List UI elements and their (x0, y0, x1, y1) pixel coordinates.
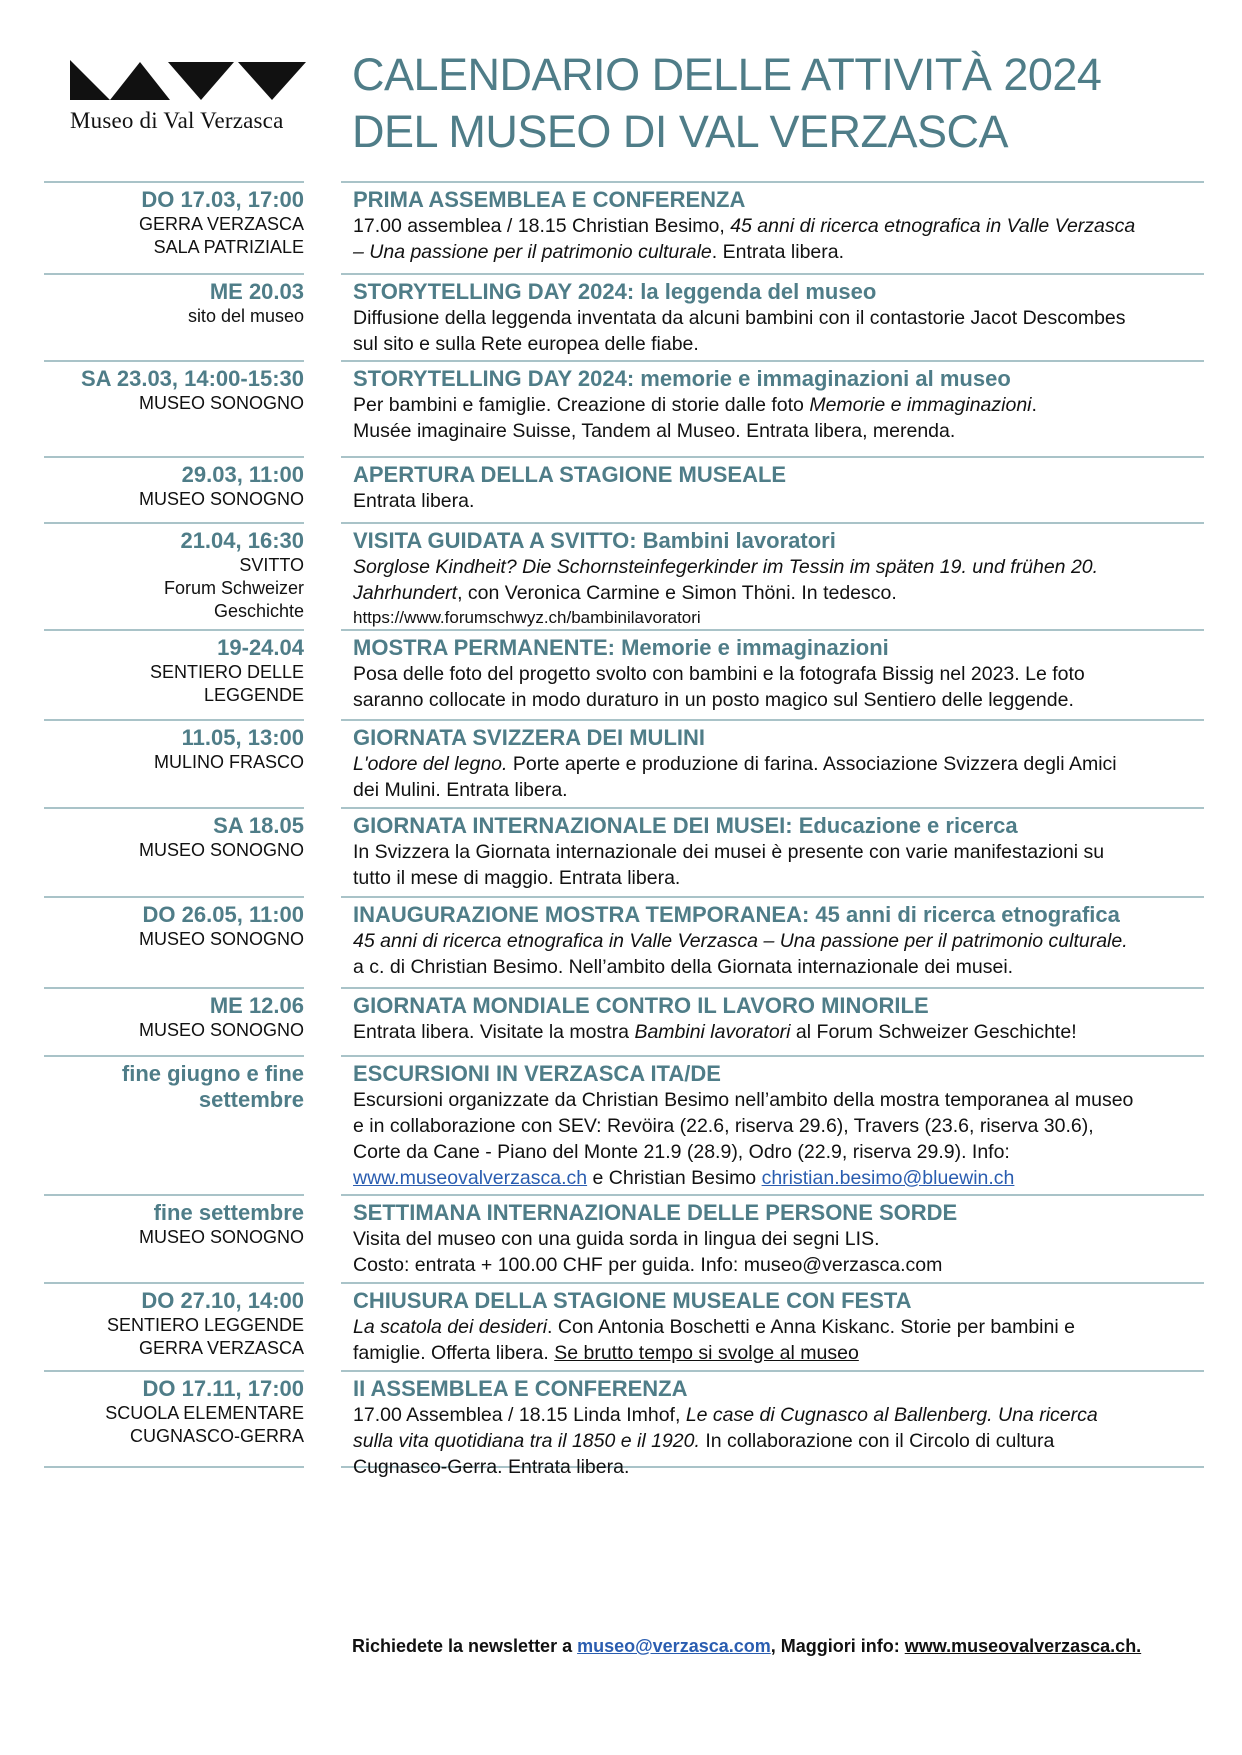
description-text: In Svizzera la Giornata internazionale dei musei è presente con varie manifestazioni su (353, 841, 1105, 863)
event-when-where (44, 1370, 304, 1466)
footer-site-link[interactable]: www.museovalverzasca.ch. (904, 1636, 1142, 1656)
event-description-line (353, 1113, 1204, 1139)
event-title: STORYTELLING DAY 2024: la leggenda del museo (353, 279, 877, 304)
description-text: Corte da Cane - Piano del Monte 21.9 (28.9), Odro (22.9, riserva 29.9). Info: (353, 1141, 1010, 1163)
event-details (341, 360, 1204, 456)
description-text: Cugnasco-Gerra. Entrata libera. (353, 1456, 630, 1478)
event-details (341, 522, 1204, 629)
event-description-line (353, 305, 1204, 331)
event-date: 11.05, 13:00 (181, 725, 304, 750)
event-date: 29.03, 11:00 (181, 462, 304, 487)
description-text: Escursioni organizzate da Christian Besimo nell’ambito della mostra temporanea al museo (353, 1089, 1134, 1111)
event-date: DO 26.05, 11:00 (142, 902, 304, 927)
event-place: Forum Schweizer (163, 578, 304, 598)
event-row (44, 181, 1204, 273)
event-description-line (353, 1139, 1204, 1165)
event-description-line (353, 488, 1204, 514)
event-title: INAUGURAZIONE MOSTRA TEMPORANEA: 45 anni di ricerca etnografica (353, 902, 1120, 927)
event-details (341, 456, 1204, 522)
event-title: II ASSEMBLEA E CONFERENZA (353, 1376, 688, 1401)
description-text: Costo: entrata + 100.00 CHF per guida. Info: museo@verzasca.com (353, 1254, 943, 1276)
description-text: al Forum Schweizer Geschichte! (790, 1021, 1077, 1043)
event-date: fine settembre (153, 1200, 304, 1225)
event-row (44, 360, 1204, 456)
description-text: a c. di Christian Besimo. Nell’ambito della Giornata internazionale dei musei. (353, 956, 1014, 978)
event-description-line (353, 580, 1204, 606)
event-place: SENTIERO DELLE (149, 662, 304, 682)
event-title: CHIUSURA DELLA STAGIONE MUSEALE CON FESTA (353, 1288, 912, 1313)
description-text: 17.00 Assemblea / 18.15 Linda Imhof, (353, 1404, 686, 1426)
event-date: settembre (198, 1087, 304, 1112)
event-when-where (44, 719, 304, 807)
description-text: tutto il mese di maggio. Entrata libera. (353, 867, 681, 889)
event-description-line (353, 418, 1204, 444)
description-text: e in collaborazione con SEV: Revöira (22.6, riserva 29.6), Travers (23.6, riserva 30.6), (353, 1115, 1094, 1137)
event-title: PRIMA ASSEMBLEA E CONFERENZA (353, 187, 746, 212)
event-description-line (353, 751, 1204, 777)
event-title: ESCURSIONI IN VERZASCA ITA/DE (353, 1061, 721, 1086)
description-text: Musée imaginaire Suisse, Tandem al Museo. Entrata libera, merenda. (353, 420, 956, 442)
footer-prefix: Richiedete la newsletter a (352, 1636, 578, 1656)
event-row (44, 1370, 1204, 1478)
event-url[interactable]: https://www.forumschwyz.ch/bambinilavoratori (353, 608, 701, 627)
description-text: , con Veronica Carmine e Simon Thöni. In tedesco. (457, 582, 897, 604)
event-date: DO 27.10, 14:00 (141, 1288, 304, 1313)
logo-text: Museo di Val Verzasca (70, 108, 284, 133)
description-link[interactable]: www.museovalverzasca.ch (353, 1167, 588, 1189)
event-date: ME 20.03 (209, 279, 304, 304)
event-description-line (353, 1340, 1204, 1366)
event-row (44, 719, 1204, 807)
event-details (341, 1282, 1204, 1370)
event-place: MUSEO SONOGNO (138, 1020, 304, 1040)
event-description-line (353, 1428, 1204, 1454)
description-italic: Bambini lavoratori (634, 1021, 791, 1043)
description-text: 17.00 assemblea / 18.15 Christian Besimo, (353, 215, 731, 237)
event-row (44, 522, 1204, 629)
title-line-2: DEL MUSEO DI VAL VERZASCA (352, 106, 1008, 157)
description-text: Diffusione della leggenda inventata da alcuni bambini con il contastorie Jacot Descombes (353, 307, 1126, 329)
description-italic: Memorie e immaginazioni (809, 394, 1032, 416)
event-when-where (44, 273, 304, 360)
event-title: GIORNATA MONDIALE CONTRO IL LAVORO MINORILE (353, 993, 929, 1018)
event-date: DO 17.11, 17:00 (142, 1376, 304, 1401)
event-place: sito del museo (187, 306, 304, 326)
description-underlined: Se brutto tempo si svolge al museo (554, 1342, 859, 1364)
event-description-line (353, 213, 1204, 239)
event-place: MUSEO SONOGNO (138, 840, 304, 860)
description-text: Porte aperte e produzione di farina. Associazione Svizzera degli Amici (507, 753, 1117, 775)
event-when-where (44, 522, 304, 629)
event-place: MUSEO SONOGNO (138, 929, 304, 949)
event-description-line (353, 687, 1204, 713)
event-details (341, 1055, 1204, 1194)
event-place: SENTIERO LEGGENDE (106, 1315, 304, 1335)
event-description-line (353, 1454, 1204, 1480)
description-text: Entrata libera. Visitate la mostra (353, 1021, 635, 1043)
event-row (44, 1055, 1204, 1194)
event-date: SA 18.05 (213, 813, 304, 838)
event-row (44, 987, 1204, 1055)
event-row (44, 807, 1204, 896)
event-title: APERTURA DELLA STAGIONE MUSEALE (353, 462, 787, 487)
description-text: famiglie. Offerta libera. (353, 1342, 555, 1364)
event-place: LEGGENDE (203, 685, 304, 705)
museum-logo (70, 60, 306, 134)
description-text: e Christian Besimo (587, 1167, 762, 1189)
event-place: SALA PATRIZIALE (153, 237, 304, 257)
event-details (341, 181, 1204, 273)
event-place: MUSEO SONOGNO (138, 1227, 304, 1247)
description-text: Posa delle foto del progetto svolto con bambini e la fotografa Bissig nel 2023. Le foto (353, 663, 1085, 685)
description-italic: Le case di Cugnasco al Ballenberg. Una ricerca (685, 1404, 1098, 1426)
event-details (341, 719, 1204, 807)
event-when-where (44, 987, 304, 1055)
description-text: . Con Antonia Boschetti e Anna Kiskanc. Storie per bambini e (547, 1316, 1075, 1338)
event-details (341, 896, 1204, 987)
event-when-where (44, 1055, 304, 1194)
event-description-line (353, 954, 1204, 980)
event-place: MUSEO SONOGNO (138, 393, 304, 413)
event-description-line (353, 777, 1204, 803)
events-list (44, 181, 1204, 1478)
event-description-line (353, 839, 1204, 865)
event-place: MULINO FRASCO (153, 752, 304, 772)
title-line-1: CALENDARIO DELLE ATTIVITÀ 2024 (352, 49, 1102, 100)
description-text: . (1031, 394, 1037, 416)
event-description-line (353, 1252, 1204, 1278)
event-description-line (353, 392, 1204, 418)
event-description-line (353, 1226, 1204, 1252)
event-description-line (353, 928, 1204, 954)
description-text: dei Mulini. Entrata libera. (353, 779, 568, 801)
event-date: fine giugno e fine (121, 1061, 304, 1086)
event-details (341, 1194, 1204, 1282)
event-row (44, 896, 1204, 987)
description-text: Visita del museo con una guida sorda in lingua dei segni LIS. (353, 1228, 880, 1250)
footer (352, 1636, 1141, 1657)
event-when-where (44, 456, 304, 522)
description-text: saranno collocate in modo duraturo in un posto magico sul Sentiero delle leggende. (353, 689, 1074, 711)
event-details (341, 273, 1204, 360)
description-italic: – Una passione per il patrimonio culturale (353, 241, 712, 263)
event-row (44, 1194, 1204, 1282)
event-when-where (44, 360, 304, 456)
description-italic: L'odore del legno. (353, 753, 508, 775)
event-place: GERRA VERZASCA (138, 214, 304, 234)
event-title: MOSTRA PERMANENTE: Memorie e immaginazioni (353, 635, 889, 660)
event-description-line (353, 331, 1204, 357)
page-title (352, 46, 1101, 160)
description-link[interactable]: christian.besimo@bluewin.ch (761, 1167, 1015, 1189)
event-date: SA 23.03, 14:00-15:30 (81, 366, 304, 391)
event-description-line (353, 1402, 1204, 1428)
event-title: GIORNATA SVIZZERA DEI MULINI (353, 725, 705, 750)
event-place: GERRA VERZASCA (138, 1338, 304, 1358)
footer-middle: , Maggiori info: (770, 1636, 905, 1656)
event-title: GIORNATA INTERNAZIONALE DEI MUSEI: Educazione e ricerca (353, 813, 1018, 838)
event-place: MUSEO SONOGNO (138, 489, 304, 509)
event-details (341, 1370, 1204, 1478)
description-text: Per bambini e famiglie. Creazione di storie dalle foto (353, 394, 810, 416)
footer-email-link[interactable]: museo@verzasca.com (577, 1636, 771, 1656)
description-italic: sulla vita quotidiana tra il 1850 e il 1920. (353, 1430, 700, 1452)
description-text: . Entrata libera. (711, 241, 845, 263)
event-details (341, 629, 1204, 719)
event-description-line (353, 239, 1204, 265)
event-when-where (44, 807, 304, 896)
event-place: SVITTO (239, 555, 304, 575)
description-text: In collaborazione con il Circolo di cultura (699, 1430, 1055, 1452)
event-row (44, 629, 1204, 719)
mvv-triangles-logo-icon (70, 60, 306, 102)
event-title: SETTIMANA INTERNAZIONALE DELLE PERSONE SORDE (353, 1200, 958, 1225)
event-description-line (353, 1019, 1204, 1045)
event-title: VISITA GUIDATA A SVITTO: Bambini lavoratori (353, 528, 836, 553)
event-when-where (44, 896, 304, 987)
event-place: Geschichte (213, 601, 304, 621)
event-when-where (44, 1194, 304, 1282)
event-description-line (353, 1314, 1204, 1340)
description-italic: La scatola dei desideri (353, 1316, 548, 1338)
event-when-where (44, 629, 304, 719)
event-date: ME 12.06 (209, 993, 304, 1018)
description-italic: 45 anni di ricerca etnografica in Valle Verzasca – Una passione per il patrimonio culturale. (353, 930, 1128, 952)
event-when-where (44, 181, 304, 273)
event-description-line (353, 1165, 1204, 1191)
description-italic: Jahrhundert (353, 582, 458, 604)
event-details (341, 807, 1204, 896)
event-description-line (353, 865, 1204, 891)
event-title: STORYTELLING DAY 2024: memorie e immaginazioni al museo (353, 366, 1011, 391)
event-when-where (44, 1282, 304, 1370)
description-italic: 45 anni di ricerca etnografica in Valle Verzasca (730, 215, 1136, 237)
description-text: sul sito e sulla Rete europea delle fiabe. (353, 333, 699, 355)
event-description-line (353, 554, 1204, 580)
event-description-line (353, 1087, 1204, 1113)
description-text: Entrata libera. (353, 490, 475, 512)
event-details (341, 987, 1204, 1055)
event-row (44, 1282, 1204, 1370)
event-description-line (353, 661, 1204, 687)
event-row (44, 456, 1204, 522)
event-date: DO 17.03, 17:00 (141, 187, 304, 212)
description-italic: Sorglose Kindheit? Die Schornsteinfegerkinder im Tessin im späten 19. und frühen 20. (353, 556, 1099, 578)
event-date: 21.04, 16:30 (180, 528, 304, 553)
event-place: SCUOLA ELEMENTARE (105, 1403, 304, 1423)
event-place: CUGNASCO-GERRA (129, 1426, 304, 1446)
event-row (44, 273, 1204, 360)
event-date: 19-24.04 (217, 635, 304, 660)
